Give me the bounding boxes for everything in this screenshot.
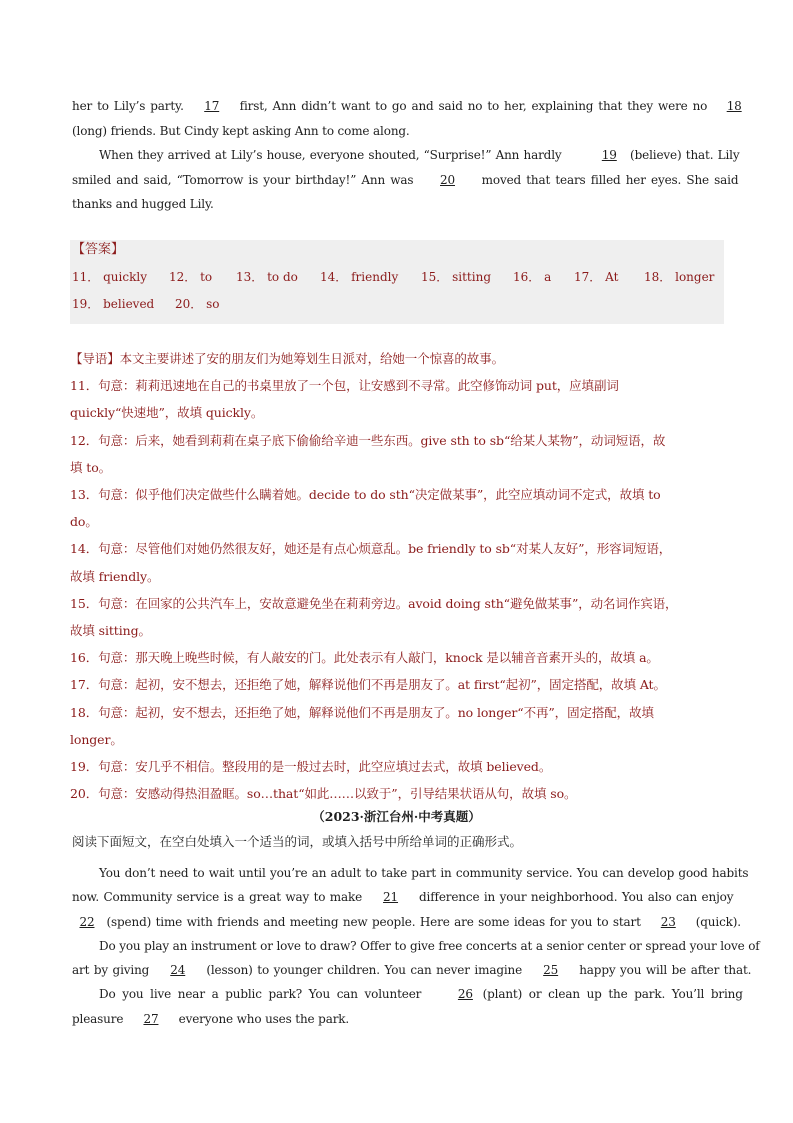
passage-line: now. Community service is a great way to make 21 difference in your neighborhood. You also can enjoy (72, 885, 724, 909)
blank-21: 21 (383, 890, 399, 905)
answer-item: 13． to do (236, 270, 298, 284)
explanation-line: quickly“快速地”，故填 quickly。 (70, 405, 264, 421)
cloze-passage (72, 94, 742, 217)
explanation-line: 【导语】本文主要讲述了安的朋友们为她筹划生日派对，给她一个惊喜的故事。 (70, 351, 505, 366)
answer-item: 17． At (574, 270, 619, 284)
explanation-line: 17．句意：起初，安不想去，还拒绝了她，解释说他们不再是朋友了。at first“起初”，固定搭配，故填 At。 (70, 677, 666, 693)
blank-27: 27 (143, 1011, 159, 1026)
explanation-line: 16．句意：那天晚上晚些时候，有人敲安的门。此处表示有人敲门，knock 是以辅音音素开头的，故填 a。 (70, 650, 659, 666)
explanation-line: 故填 sitting。 (70, 623, 151, 639)
passage-line: pleasure 27 everyone who uses the park. (72, 1007, 724, 1031)
passage-line: You don’t need to wait until you’re an adult to take part in community service. You can develop good habits (99, 866, 749, 880)
answer-item: 12． to (169, 270, 213, 284)
passage-line: When they arrived at Lily’s house, everyone shouted, “Surprise!” Ann hardly 19 (believe) that. Lily (72, 143, 724, 168)
answer-item: 15． sitting (421, 270, 491, 284)
passage-line: art by giving 24 (lesson) to younger children. You can never imagine 25 happy you will be after that. (72, 958, 724, 982)
explanation-line: 19．句意：安几乎不相信。整段用的是一般过去时，此空应填过去式，故填 believed。 (70, 759, 552, 775)
answer-item: 16． a (513, 270, 552, 284)
passage-line: Do you play an instrument or love to draw? Offer to give free concerts at a senior center or spread your love of (99, 938, 760, 953)
blank-20: 20 (440, 172, 455, 187)
answer-item: 11． quickly (72, 270, 147, 284)
answer-item: 19． believed (72, 297, 155, 311)
explanation-line: 12．句意：后来，她看到莉莉在桌子底下偷偷给辛迪一些东西。give sth to sb“给某人某物”，动词短语，故 (70, 432, 666, 448)
explanation-line: longer。 (70, 731, 123, 747)
explanation-line: 11．句意：莉莉迅速地在自己的书桌里放了一个包，让安感到不寻常。此空修饰动词 put，应填副词 (70, 378, 619, 394)
blank-25: 25 (543, 963, 559, 978)
explanation-line: 20．句意：安感动得热泪盈眶。so…that“如此……以致于”，引导结果状语从句，故填 so。 (70, 786, 577, 802)
answer-item: 14． friendly (320, 270, 399, 284)
explanation-line: 填 to。 (70, 459, 112, 475)
passage-line: (long) friends. But Cindy kept asking Ann to come along. (72, 123, 410, 138)
answer-heading: 【答案】 (72, 242, 125, 257)
answer-item: 20． so (175, 297, 220, 311)
blank-26: 26 (457, 987, 473, 1002)
explanation-line: do。 (70, 514, 98, 530)
passage-line: 22 (spend) time with friends and meeting new people. Here are some ideas for you to start 23 (quick). (72, 910, 724, 934)
passage-line: smiled and said, “Tomorrow is your birthday!” Ann was 20 moved that tears filled her eyes. She said (72, 168, 724, 193)
blank-18: 18 (726, 99, 742, 113)
explanation-line: 18．句意：起初，安不想去，还拒绝了她，解释说他们不再是朋友了。no longer“不再”，固定搭配，故填 (70, 704, 654, 720)
explanation-line: 14．句意：尽管他们对她仍然很友好，她还是有点心烦意乱。be friendly to sb“对某人友好”，形容词短语， (70, 541, 672, 557)
passage-line: her to Lily’s party. 17 first, Ann didn’t want to go and said no to her, explaining that they were no 18 (72, 94, 724, 119)
explanation-line: 13．句意：似乎他们决定做些什么瞒着她。decide to do sth“决定做某事”，此空应填动词不定式，故填 to (70, 487, 661, 503)
blank-23: 23 (660, 914, 676, 929)
passage-line: thanks and hugged Lily. (72, 197, 214, 211)
answer-item: 18． longer (644, 270, 715, 284)
blank-17: 17 (204, 99, 220, 113)
explanation-line: 故填 friendly。 (70, 568, 160, 584)
blank-24: 24 (170, 963, 186, 978)
blank-22: 22 (79, 914, 95, 929)
explanation-line: 15．句意：在回家的公共汽车上，安故意避免坐在莉莉旁边。avoid doing sth“避免做某事”，动名词作宾语， (70, 595, 678, 611)
passage-line: Do you live near a public park? You can volunteer 26 (plant) or clean up the park. You’ll bring (72, 982, 724, 1006)
question-source: （2023·浙江台州·中考真题） (312, 809, 481, 824)
question-instruction: 阅读下面短文，在空白处填入一个适当的词，或填入括号中所给单词的正确形式。 (72, 834, 523, 849)
cloze-passage-2 (72, 861, 760, 1031)
blank-19: 19 (601, 148, 617, 162)
explanation (70, 345, 728, 807)
